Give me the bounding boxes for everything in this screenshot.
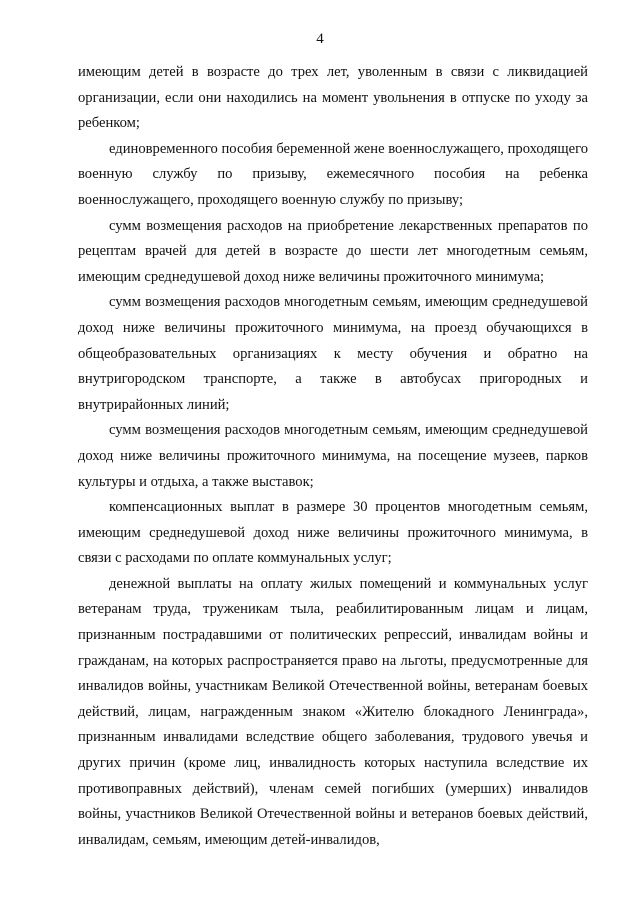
page-number: 4 xyxy=(316,31,324,47)
paragraph: компенсационных выплат в размере 30 процентов многодетным семьям, имеющим среднедушевой доход ниже величины прожиточного минимума, в связи с расходами по оплате коммунальных услуг; xyxy=(78,499,588,567)
paragraph: единовременного пособия беременной жене военнослужащего, проходящего военную службу по призыву, ежемесячного пособия на ребенка военнослужащего, проходящего военную службу по призыву; xyxy=(78,140,589,208)
paragraph: сумм возмещения расходов многодетным семьям, имеющим среднедушевой доход ниже величины прожиточного минимума, на проезд обучающихся в общеобразовательных организациях к месту обучения и обратно на внутригородском транспорте, а также в автобусах пригородных и внутрирайонных линий; xyxy=(78,294,588,413)
paragraph: сумм возмещения расходов на приобретение лекарственных препаратов по рецептам врачей для детей в возрасте до шести лет многодетным семьям, имеющим среднедушевой доход ниже величины прожиточного минимума; xyxy=(78,217,588,285)
document-body xyxy=(78,60,588,853)
paragraph: денежной выплаты на оплату жилых помещений и коммунальных услуг ветеранам труда, труженикам тыла, реабилитированным лицам и лицам, признанным пострадавшими от политических репрессий, инвалидам войны и гражданам, на которых распространяется право на льготы, предусмотренные для инвалидов войны, участникам Великой Отечественной войны, ветеранам боевых действий, лицам, награжденным знаком «Жителю блокадного Ленинграда», признанным инвалидами вследствие общего заболевания, трудового увечья и других причин (кроме лиц, инвалидность которых наступила вследствие их противоправных действий), членам семей погибших (умерших) инвалидов войны, участников Великой Отечественной войны и ветеранов боевых действий, инвалидам, семьям, имеющим детей-инвалидов, xyxy=(78,575,588,848)
paragraph: сумм возмещения расходов многодетным семьям, имеющим среднедушевой доход ниже величины прожиточного минимума, на посещение музеев, парков культуры и отдыха, а также выставок; xyxy=(78,422,588,490)
paragraph: имеющим детей в возрасте до трех лет, уволенным в связи с ликвидацией организации, если они находились на момент увольнения в отпуске по уходу за ребенком; xyxy=(78,64,588,132)
